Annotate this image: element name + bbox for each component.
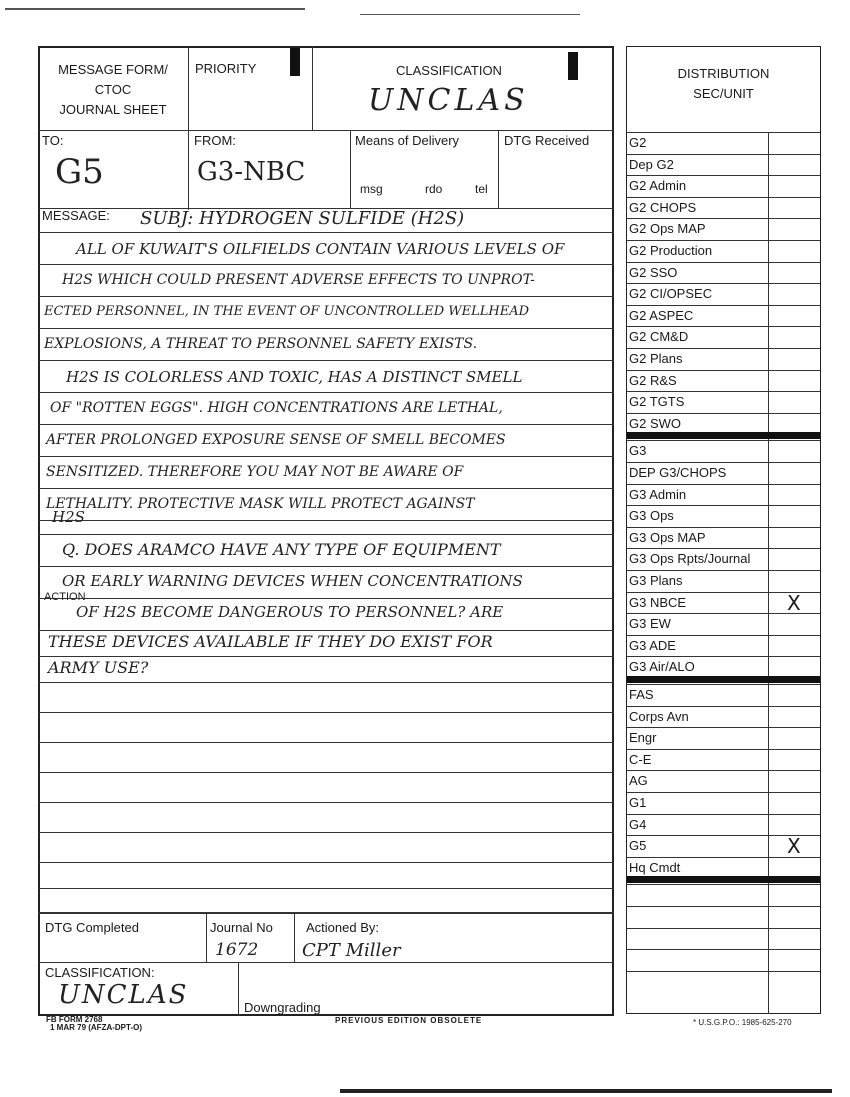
distribution-row[interactable]: [627, 613, 820, 635]
means-rdo-option[interactable]: rdo: [425, 182, 443, 196]
message-line[interactable]: Q. DOES ARAMCO HAVE ANY TYPE OF EQUIPMENT: [62, 540, 501, 559]
distribution-header: [626, 64, 821, 104]
distribution-row-label: G3 Plans: [629, 573, 683, 588]
distribution-group-separator: [627, 876, 820, 883]
classification-value[interactable]: UNCLAS: [368, 83, 529, 118]
means-tel-option[interactable]: tel: [475, 182, 488, 196]
distribution-empty-row[interactable]: [627, 906, 820, 928]
distribution-row-label: G2 Ops MAP: [629, 221, 706, 237]
footer-form-date: 1 MAR 79 (AFZA-DPT-O): [50, 1023, 142, 1032]
distribution-row[interactable]: [627, 218, 820, 240]
distribution-row-label: G2 CI/OPSEC: [629, 286, 713, 302]
distribution-row[interactable]: [627, 727, 820, 749]
form-title-line3: JOURNAL SHEET: [59, 102, 167, 117]
distribution-row[interactable]: [627, 391, 820, 413]
to-label: TO:: [42, 133, 64, 148]
from-value[interactable]: G3-NBC: [197, 157, 306, 187]
rule: [38, 296, 614, 297]
means-dtg-divider: [498, 130, 499, 208]
form-title-line1: MESSAGE FORM/: [58, 62, 168, 77]
scan-artifact-top: [5, 8, 305, 10]
action-label: ACTION: [44, 591, 86, 603]
classification-marker: [568, 52, 578, 80]
actioned-by-label: Actioned By:: [306, 920, 379, 935]
message-line[interactable]: AFTER PROLONGED EXPOSURE SENSE OF SMELL BECOMES: [46, 432, 506, 448]
footer-gpo: * U.S.G.P.O.: 1985-625-270: [693, 1018, 792, 1027]
distribution-row-label: G3 Ops MAP: [629, 529, 706, 545]
rule: [38, 360, 614, 361]
distribution-row-label: Hq Cmdt: [629, 859, 681, 875]
scan-artifact-bottom: [340, 1089, 832, 1093]
distribution-row-label: G3 Air/ALO: [629, 659, 695, 675]
distribution-row-label: G3: [629, 443, 647, 459]
journal-no-label: Journal No: [210, 920, 273, 935]
distribution-row[interactable]: [627, 814, 820, 836]
distribution-row-label: G5: [629, 838, 647, 854]
rule: [38, 392, 614, 393]
distribution-empty-row[interactable]: [627, 928, 820, 950]
distribution-row-label: G3 NBCE: [629, 594, 687, 610]
message-line[interactable]: THESE DEVICES AVAILABLE IF THEY DO EXIST FOR: [48, 632, 493, 651]
rule: [38, 534, 614, 535]
from-means-divider: [350, 130, 351, 208]
distribution-row-label: G3 ADE: [629, 637, 676, 653]
priority-marker: [290, 48, 300, 76]
rule: [38, 456, 614, 457]
distribution-row-label: G1: [629, 795, 647, 810]
message-line[interactable]: OR EARLY WARNING DEVICES WHEN CONCENTRATIONS: [62, 572, 523, 590]
rule: [38, 712, 614, 713]
distribution-row-label: G2: [629, 135, 647, 150]
distribution-row-label: G2 Production: [629, 243, 713, 258]
bottom-section-top: [38, 912, 614, 914]
bottom-row-divider: [38, 962, 614, 963]
distribution-row[interactable]: [627, 548, 820, 570]
journal-actioned-divider: [294, 912, 295, 962]
from-label: FROM:: [194, 133, 236, 148]
rule: [38, 832, 614, 833]
priority-classification-divider: [312, 46, 313, 130]
form-title: [42, 60, 184, 120]
distribution-header-line2: SEC/UNIT: [693, 86, 754, 101]
distribution-row-label: C-E: [629, 751, 652, 767]
rule: [38, 656, 614, 657]
header-divider: [38, 130, 614, 131]
distribution-group-separator: [627, 432, 820, 439]
distribution-row-label: FAS: [629, 687, 654, 702]
distribution-row-label: G3 Ops: [629, 508, 674, 524]
distribution-row-label: G2 TGTS: [629, 394, 685, 410]
form-title-line2: CTOC: [94, 82, 132, 97]
distribution-row[interactable]: [627, 305, 820, 327]
distribution-row[interactable]: [627, 570, 820, 592]
message-line[interactable]: LETHALITY. PROTECTIVE MASK WILL PROTECT AGAINST: [46, 496, 475, 512]
classification-bottom-value[interactable]: UNCLAS: [58, 980, 189, 1010]
title-priority-divider: [188, 46, 189, 210]
journal-no-value[interactable]: 1672: [215, 940, 259, 960]
message-line[interactable]: ALL OF KUWAIT'S OILFIELDS CONTAIN VARIOUS LEVELS OF: [76, 240, 565, 258]
footer-previous-edition: PREVIOUS EDITION OBSOLETE: [335, 1016, 483, 1025]
distribution-group-separator: [627, 676, 820, 683]
distribution-row[interactable]: [627, 706, 820, 728]
distribution-row-label: G3 Ops Rpts/Journal: [629, 551, 751, 567]
distribution-row[interactable]: [627, 462, 820, 484]
distribution-row-label: G2 R&S: [629, 372, 677, 388]
footer-form-number: FB FORM 2768: [46, 1015, 103, 1024]
distribution-row[interactable]: [627, 857, 820, 879]
distribution-row[interactable]: [627, 484, 820, 506]
distribution-row[interactable]: [627, 635, 820, 657]
distribution-row[interactable]: [627, 656, 820, 678]
distribution-row-label: AG: [629, 773, 648, 789]
distribution-row[interactable]: [627, 175, 820, 197]
rule: [38, 682, 614, 683]
distribution-row-label: G3 EW: [629, 616, 671, 632]
downgrading-label: Downgrading: [244, 1000, 321, 1015]
distribution-row[interactable]: [627, 684, 820, 706]
distribution-row-label: G2 CM&D: [629, 329, 689, 345]
distribution-header-line1: DISTRIBUTION: [677, 66, 770, 81]
message-line[interactable]: OF H2S BECOME DANGEROUS TO PERSONNEL? ARE: [76, 603, 504, 621]
distribution-row[interactable]: [627, 770, 820, 792]
distribution-check-mark: X: [787, 590, 801, 615]
distribution-empty-row[interactable]: [627, 884, 820, 906]
distribution-row[interactable]: [627, 132, 820, 154]
distribution-empty-row[interactable]: [627, 949, 820, 971]
distribution-row-label: G2 Admin: [629, 178, 687, 194]
rule: [38, 232, 614, 233]
actioned-by-value[interactable]: CPT Miller: [302, 940, 401, 961]
distribution-row[interactable]: [627, 440, 820, 462]
rule: [38, 488, 614, 489]
distribution-row[interactable]: [627, 413, 820, 435]
priority-label: PRIORITY: [195, 61, 257, 76]
means-of-delivery-label: Means of Delivery: [355, 133, 460, 148]
distribution-row[interactable]: [627, 326, 820, 348]
distribution-row[interactable]: [627, 240, 820, 262]
message-label: MESSAGE:: [42, 208, 110, 223]
distribution-row[interactable]: [627, 835, 820, 857]
distribution-row-label: Corps Avn: [629, 708, 689, 724]
rule: [38, 802, 614, 803]
distribution-row-label: G2 ASPEC: [629, 307, 694, 323]
message-line[interactable]: EXPLOSIONS, A THREAT TO PERSONNEL SAFETY EXISTS.: [44, 336, 478, 352]
message-line[interactable]: ARMY USE?: [48, 658, 149, 677]
rule: [38, 328, 614, 329]
dtg-journal-divider: [206, 912, 207, 962]
dtg-received-label: DTG Received: [504, 133, 590, 148]
distribution-row-label: Engr: [629, 730, 657, 746]
rule: [38, 862, 614, 863]
scan-artifact-top-2: [360, 14, 580, 15]
distribution-empty-row[interactable]: [627, 971, 820, 993]
distribution-row-label: G4: [629, 816, 647, 832]
distribution-row[interactable]: [627, 283, 820, 305]
rule: [38, 742, 614, 743]
rule: [38, 630, 614, 631]
classification-label: CLASSIFICATION: [396, 63, 502, 78]
message-line[interactable]: OF "ROTTEN EGGS". HIGH CONCENTRATIONS ARE LETHAL,: [50, 400, 503, 416]
distribution-row-label: G2 SWO: [629, 415, 682, 431]
message-line[interactable]: ECTED PERSONNEL, IN THE EVENT OF UNCONTROLLED WELLHEAD: [44, 304, 529, 319]
distribution-row[interactable]: [627, 592, 820, 614]
means-msg-option[interactable]: msg: [360, 182, 383, 196]
distribution-row-label: Dep G2: [629, 156, 674, 172]
distribution-row-label: DEP G3/CHOPS: [629, 465, 727, 480]
distribution-row[interactable]: [627, 348, 820, 370]
rule: [38, 520, 614, 521]
rule: [38, 598, 614, 599]
message-line[interactable]: H2S: [52, 508, 85, 526]
distribution-row-label: G2 Plans: [629, 351, 683, 366]
message-line[interactable]: SUBJ: HYDROGEN SULFIDE (H2S): [140, 208, 465, 229]
distribution-row[interactable]: [627, 154, 820, 176]
rule: [38, 772, 614, 773]
classification-downgrade-divider: [238, 962, 239, 1016]
to-value[interactable]: G5: [55, 152, 104, 192]
distribution-row[interactable]: [627, 197, 820, 219]
rule: [38, 888, 614, 889]
distribution-row[interactable]: [627, 527, 820, 549]
distribution-check-mark: X: [787, 834, 801, 859]
rule: [38, 566, 614, 567]
message-line[interactable]: H2S IS COLORLESS AND TOXIC, HAS A DISTINCT SMELL: [66, 368, 523, 386]
distribution-row[interactable]: [627, 370, 820, 392]
distribution-row-label: G2 CHOPS: [629, 199, 697, 215]
distribution-row-label: G2 SSO: [629, 264, 678, 280]
distribution-row[interactable]: [627, 262, 820, 284]
distribution-row[interactable]: [627, 749, 820, 771]
message-line[interactable]: H2S WHICH COULD PRESENT ADVERSE EFFECTS TO UNPROT-: [62, 272, 535, 288]
dtg-completed-label: DTG Completed: [45, 920, 139, 935]
distribution-row[interactable]: [627, 792, 820, 814]
distribution-row[interactable]: [627, 505, 820, 527]
message-line[interactable]: SENSITIZED. THEREFORE YOU MAY NOT BE AWARE OF: [46, 464, 464, 480]
distribution-row-label: G3 Admin: [629, 486, 687, 502]
rule: [38, 264, 614, 265]
rule: [38, 424, 614, 425]
classification-bottom-label: CLASSIFICATION:: [45, 965, 155, 980]
